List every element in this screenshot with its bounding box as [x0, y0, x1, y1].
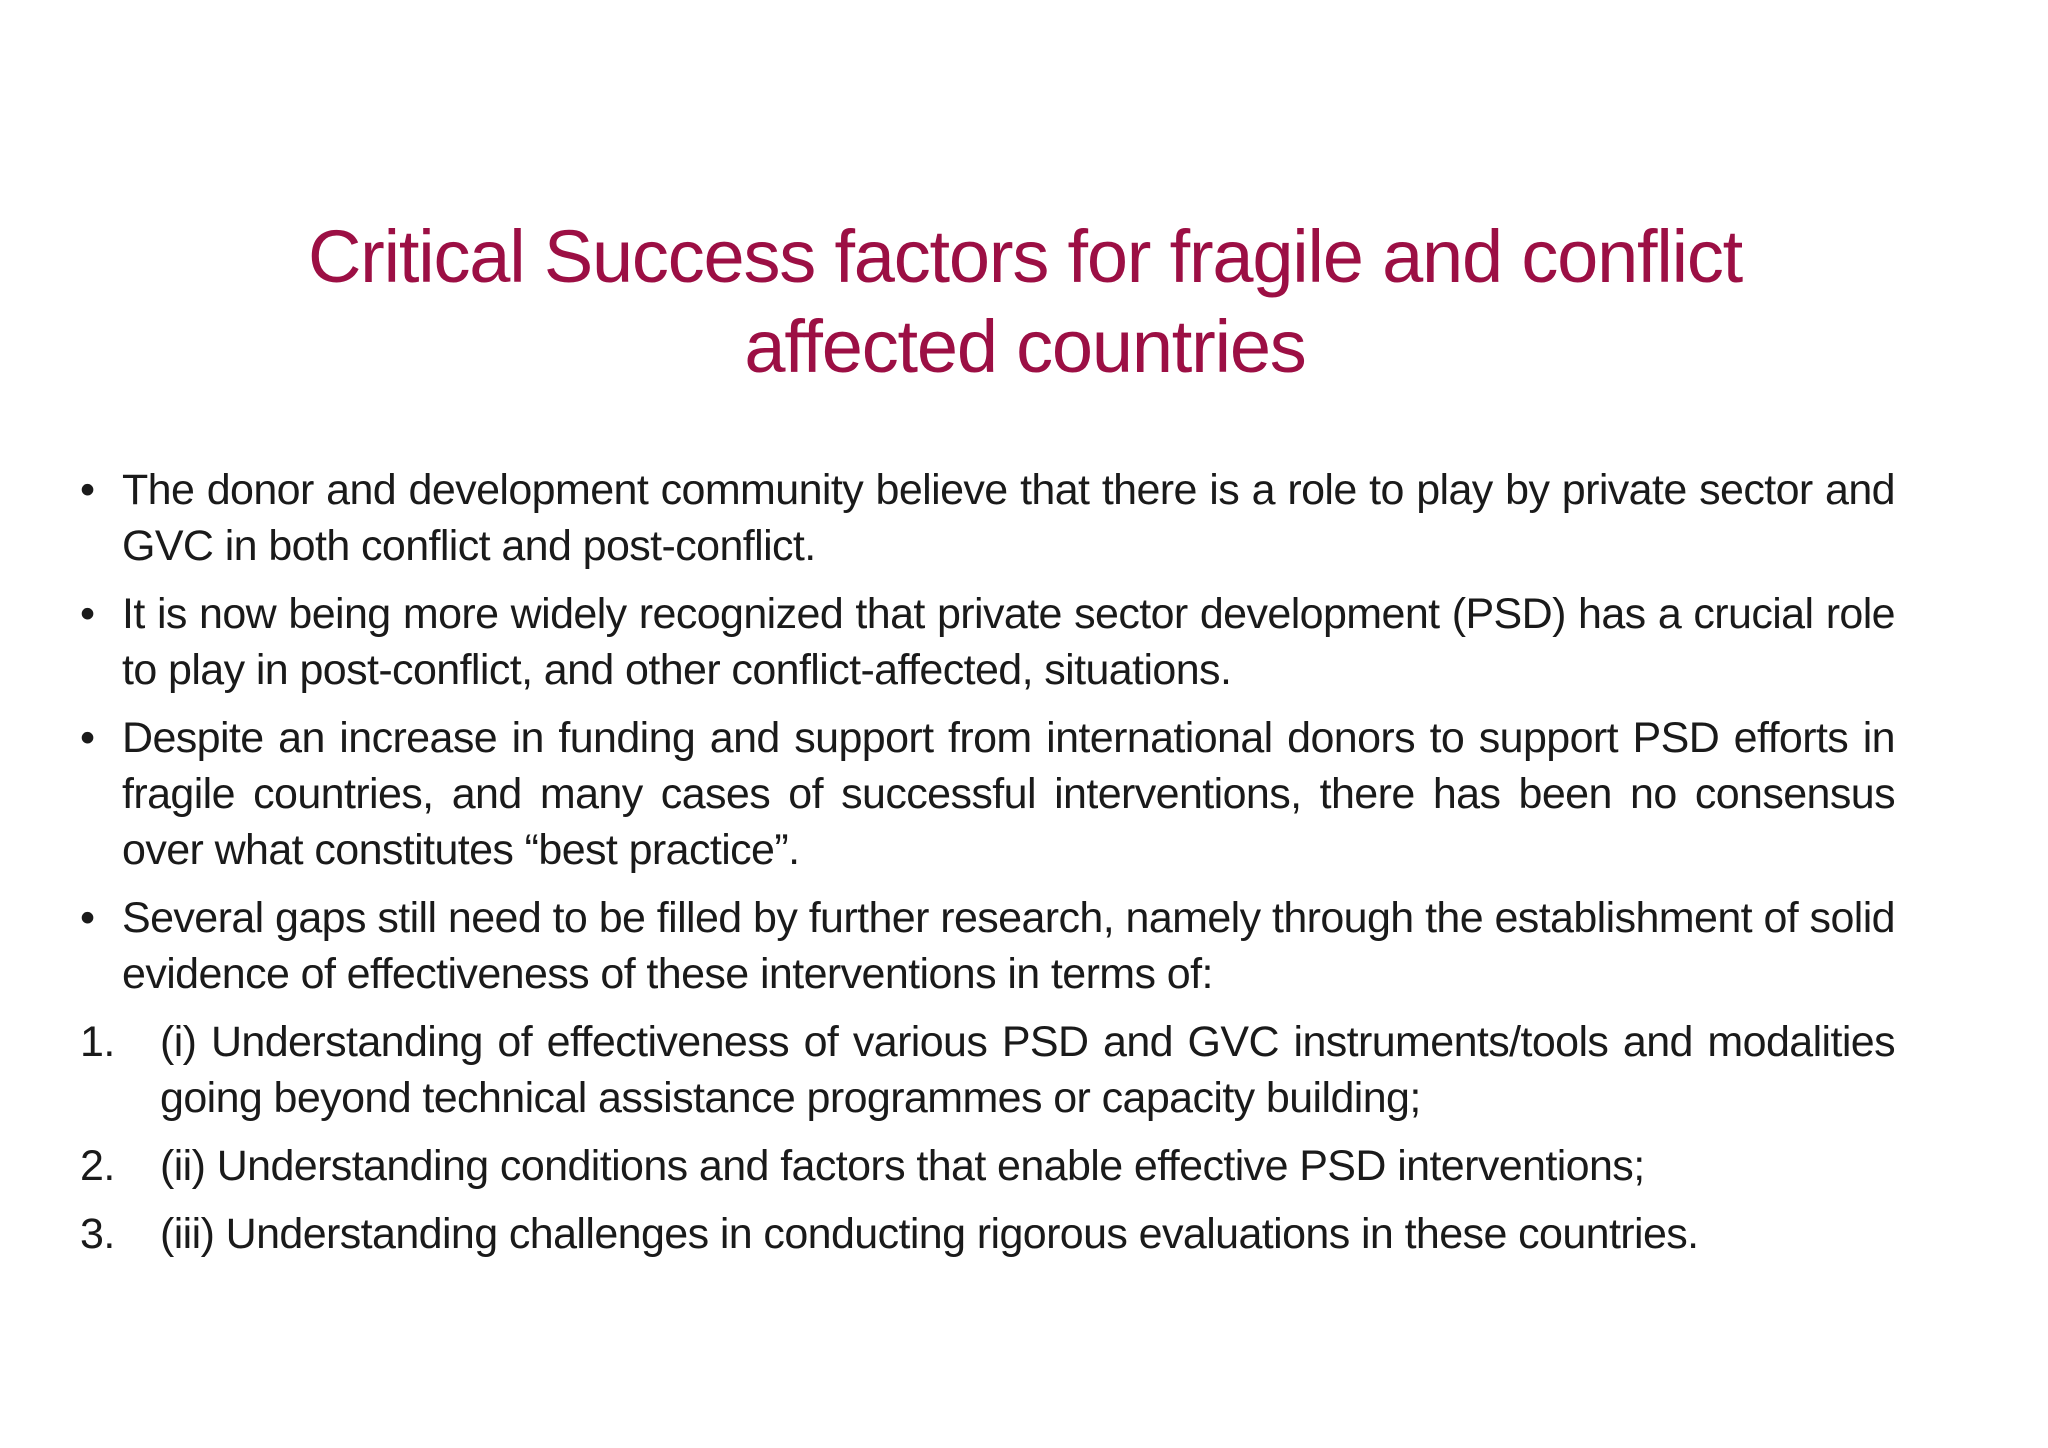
numbered-text: (i) Understanding of effectiveness of various PSD and GVC instruments/tools and modalities going beyond technical assistance programmes or capacity building; [160, 1018, 1895, 1122]
bullet-marker: • [80, 466, 95, 514]
slide-title-line-2: affected countries [744, 305, 1306, 388]
item-number: 3. [80, 1210, 115, 1258]
numbered-item [80, 1138, 1895, 1194]
bullet-item [80, 462, 1895, 574]
item-number: 1. [80, 1018, 115, 1066]
numbered-text: (iii) Understanding challenges in conducting rigorous evaluations in these countries. [160, 1210, 1699, 1258]
bullet-marker: • [80, 714, 95, 762]
bullet-marker: • [80, 894, 95, 942]
numbered-item [80, 1014, 1895, 1126]
bullet-marker: • [80, 590, 95, 638]
bullet-item [80, 890, 1895, 1002]
item-number: 2. [80, 1142, 115, 1190]
numbered-text: (ii) Understanding conditions and factors that enable effective PSD interventions; [160, 1142, 1645, 1190]
bullet-item [80, 710, 1895, 878]
slide-body [80, 462, 1895, 1274]
slide-title [180, 212, 1870, 392]
bullet-text: Despite an increase in funding and support from international donors to support PSD efforts in fragile countries, and many cases of successful interventions, there has been no consensus over what constitutes “best practice”. [122, 714, 1895, 874]
numbered-item [80, 1206, 1895, 1262]
bullet-text: The donor and development community believe that there is a role to play by private sector and GVC in both conflict and post-conflict. [122, 466, 1895, 570]
bullet-text: Several gaps still need to be filled by further research, namely through the establishment of solid evidence of effectiveness of these interventions in terms of: [122, 894, 1895, 998]
bullet-text: It is now being more widely recognized that private sector development (PSD) has a crucial role to play in post-conflict, and other conflict-affected, situations. [122, 590, 1895, 694]
slide-title-line-1: Critical Success factors for fragile and conflict [307, 215, 1743, 298]
bullet-item [80, 586, 1895, 698]
